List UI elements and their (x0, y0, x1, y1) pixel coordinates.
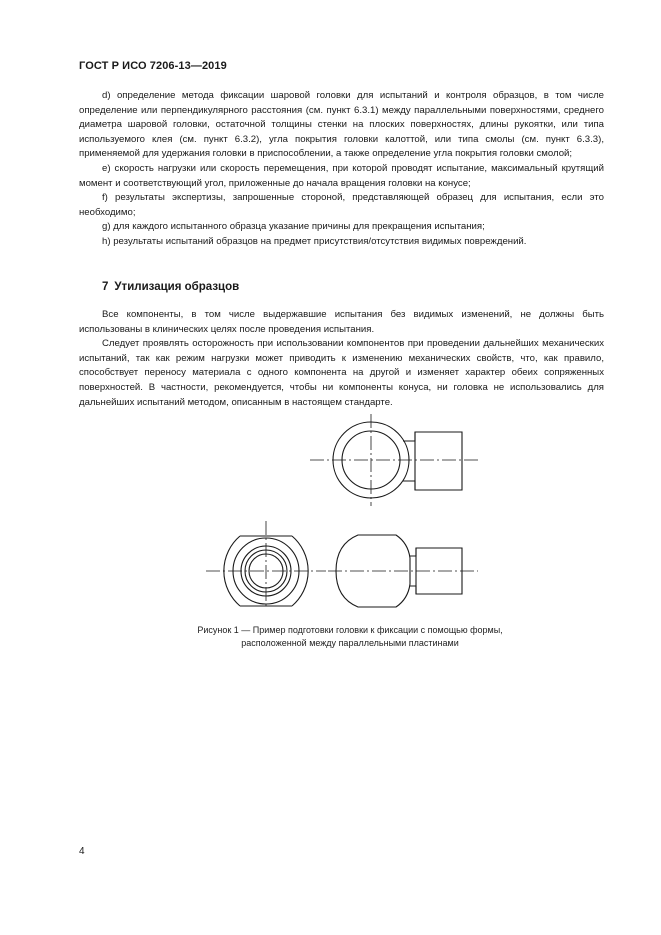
section-body (79, 308, 604, 410)
side-view (328, 535, 478, 607)
document-header: ГОСТ Р ИСО 7206-13—2019 (79, 60, 227, 72)
section-paragraph-1: Все компоненты, в том числе выдержавшие испытания без видимых изменений, не должны быть использованы в клинических целях после проведения испытания. (79, 309, 604, 335)
front-view (206, 521, 326, 608)
list-item-d: d) определение метода фиксации шаровой головки для испытаний и контроля образцов, в том числе определение или перпендикулярного расстояния (см. пункт 6.3.1) между параллельными поверхностями, среднего диаметра шаровой головки, остаточной толщины стенки на плоских поверхностях, длины рукоятки, или типа используемого клея (см. пункт 6.3.2), угла покрытия головки калоттой, или типа смолы (см. пункт 6.3.3), применяемой для удержания головки в приспособлении, а также определение угла покрытия головки смолой; (79, 90, 604, 160)
section-title: Утилизация образцов (114, 281, 240, 293)
figure-drawing (200, 408, 500, 608)
list-item-e: e) скорость нагрузки или скорость перемещения, при которой проводят испытание, максимальный крутящий момент и соответствующий угол, приложенные до начала вращения головки на конусе; (79, 162, 604, 189)
caption-line-2: расположенной между параллельными пластинами (241, 637, 459, 648)
section-number: 7 (102, 281, 109, 293)
figure-caption (130, 624, 570, 649)
list-item-g: g) для каждого испытанного образца указание причины для прекращения испытания; (102, 221, 485, 233)
page-number: 4 (79, 846, 85, 857)
technical-drawing (200, 408, 500, 608)
section-paragraph-2: Следует проявлять осторожность при использовании компонентов при проведении дальнейших механических испытаний, так как режим нагрузки может приводить к изменению механических свойств, что, как правило, способствует переносу материала с одного компонента на другой и изменяет характер обеих сопряженных поверхностей. В частности, рекомендуется, чтобы ни компоненты конуса, ни головка не использовались для дальнейших испытаний методом, описанным в настоящем стандарте. (79, 338, 604, 408)
top-view (310, 414, 478, 506)
section-heading (102, 281, 239, 293)
requirements-list (79, 89, 604, 250)
list-item-h: h) результаты испытаний образцов на предмет присутствия/отсутствия видимых повреждений. (102, 235, 527, 247)
caption-line-1: Рисунок 1 — Пример подготовки головки к фиксации с помощью формы, (197, 625, 503, 635)
list-item-f: f) результаты экспертизы, запрошенные стороной, представляющей образец для испытания, если это необходимо; (79, 192, 604, 218)
